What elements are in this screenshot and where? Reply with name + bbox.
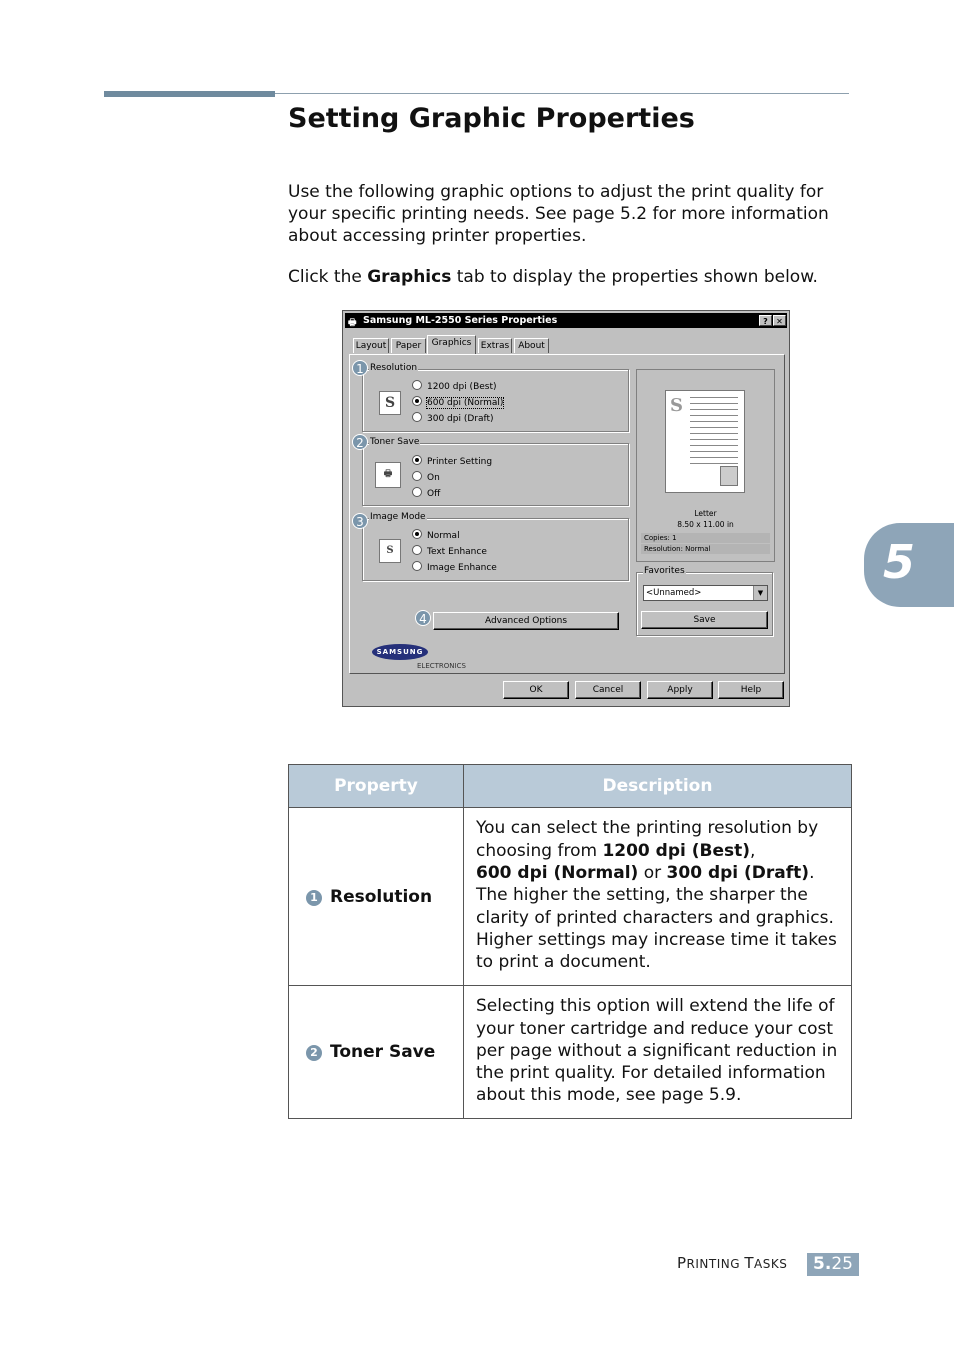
callout-1: 1 xyxy=(352,360,368,376)
page-preview xyxy=(636,369,775,562)
help-button[interactable]: Help xyxy=(718,681,784,699)
tab-layout[interactable]: Layout xyxy=(353,338,389,353)
chevron-down-icon[interactable]: ▼ xyxy=(753,586,767,600)
image-mode-label: Image Mode xyxy=(370,512,426,522)
table-row xyxy=(289,986,852,1119)
printer-icon: 🖶 xyxy=(348,318,357,328)
preview-size: 8.50 x 11.00 in xyxy=(677,520,734,529)
preview-text-lines xyxy=(690,397,738,469)
radio-selected-icon xyxy=(412,396,422,406)
callout-4: 4 xyxy=(415,610,431,626)
radio-icon xyxy=(412,471,422,481)
graphics-tab-panel xyxy=(349,354,785,674)
preview-copies: Copies: 1 xyxy=(641,533,770,543)
radio-selected-icon xyxy=(412,529,422,539)
help-icon[interactable]: ? xyxy=(759,315,772,326)
favorites-save-button[interactable]: Save xyxy=(641,611,768,629)
callout-1-icon: 1 xyxy=(306,890,322,906)
radio-printer-setting[interactable]: Printer Setting xyxy=(412,455,492,467)
table-row xyxy=(289,808,852,986)
callout-2-icon: 2 xyxy=(306,1045,322,1061)
radio-icon xyxy=(412,545,422,555)
tab-paper[interactable]: Paper xyxy=(391,338,426,353)
preview-paper: Letter xyxy=(694,509,717,518)
resolution-label: Resolution xyxy=(370,363,418,373)
description-cell: You can select the printing resolution by choosing from 1200 dpi (Best), 600 dpi (Normal) or 300 dpi (Draft). The higher the setting, the sharper the clarity of printed characters and graphics. Higher settings may increase time it takes to print a document. xyxy=(464,808,852,986)
tab-about[interactable]: About xyxy=(514,338,549,353)
chapter-tab xyxy=(864,523,954,607)
radio-toner-off[interactable]: Off xyxy=(412,487,440,499)
table-header-row xyxy=(289,765,852,808)
favorites-select[interactable]: <Unnamed> ▼ xyxy=(643,585,768,601)
intro-paragraph: Use the following graphic options to adjust the print quality for your specific printing needs. See page 5.2 for more information about accessing printer properties. xyxy=(288,182,829,246)
ok-button[interactable]: OK xyxy=(503,681,569,699)
properties-dialog xyxy=(342,310,790,707)
page-title: Setting Graphic Properties xyxy=(288,103,695,134)
image-mode-group xyxy=(362,512,629,581)
toner-save-group xyxy=(362,437,629,506)
image-mode-icon: S xyxy=(379,539,401,563)
favorites-group xyxy=(636,566,773,636)
radio-toner-on[interactable]: On xyxy=(412,471,440,483)
radio-icon xyxy=(412,561,422,571)
description-cell: Selecting this option will extend the life of your toner cartridge and reduce your cost per page without a significant reduction in the print quality. For detailed information about this mode, see page 5.9. xyxy=(464,986,852,1119)
radio-image-enhance[interactable]: Image Enhance xyxy=(412,561,497,573)
property-cell: 1 Resolution xyxy=(289,808,464,986)
resolution-group xyxy=(362,363,629,432)
callout-3: 3 xyxy=(352,513,368,529)
radio-300-dpi[interactable]: 300 dpi (Draft) xyxy=(412,412,494,424)
page-thumbnail xyxy=(665,390,745,493)
tab-graphics[interactable]: Graphics xyxy=(427,335,476,354)
radio-1200-dpi[interactable]: 1200 dpi (Best) xyxy=(412,380,497,392)
radio-normal[interactable]: Normal xyxy=(412,529,460,541)
footer-label: PRINTING TASKS xyxy=(677,1254,788,1272)
dialog-titlebar xyxy=(345,313,787,328)
preview-image-icon xyxy=(720,466,738,486)
header-property: Property xyxy=(289,765,464,808)
radio-icon xyxy=(412,487,422,497)
favorites-label: Favorites xyxy=(644,566,685,576)
radio-icon xyxy=(412,412,422,422)
section-rule-thin xyxy=(275,93,849,94)
header-description: Description xyxy=(464,765,852,808)
toner-save-label: Toner Save xyxy=(370,437,420,447)
resolution-icon: S xyxy=(379,391,401,415)
page-number: 5.25 xyxy=(807,1253,859,1276)
section-rule-thick xyxy=(104,91,275,97)
callout-2: 2 xyxy=(352,434,368,450)
property-cell: 2 Toner Save xyxy=(289,986,464,1119)
cancel-button[interactable]: Cancel xyxy=(575,681,641,699)
radio-icon xyxy=(412,380,422,390)
preview-resolution: Resolution: Normal xyxy=(641,544,770,554)
radio-text-enhance[interactable]: Text Enhance xyxy=(412,545,487,557)
radio-selected-icon xyxy=(412,455,422,465)
instruction-paragraph: Click the Graphics tab to display the properties shown below. xyxy=(288,267,818,287)
close-icon[interactable]: ✕ xyxy=(773,315,786,326)
tab-extras[interactable]: Extras xyxy=(478,338,512,353)
samsung-logo: SAMSUNG ELECTRONICS xyxy=(372,644,428,660)
toner-printer-icon: 🖶 xyxy=(375,462,401,488)
preview-s-icon: S xyxy=(670,395,683,416)
advanced-options-button[interactable]: Advanced Options xyxy=(433,612,619,630)
radio-600-dpi[interactable]: 600 dpi (Normal) xyxy=(412,396,503,408)
properties-table xyxy=(288,764,852,1119)
chapter-number: 5 xyxy=(883,535,916,589)
apply-button[interactable]: Apply xyxy=(647,681,713,699)
dialog-title: Samsung ML-2550 Series Properties xyxy=(363,315,558,326)
